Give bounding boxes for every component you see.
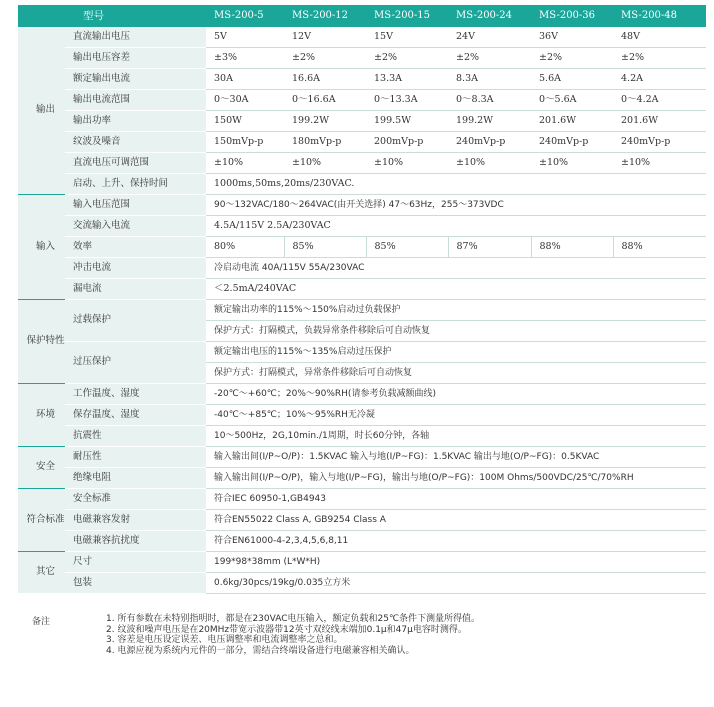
param-label: 直流输出电压 (65, 27, 206, 48)
cell-value: 180mVp-p (284, 131, 366, 152)
cell-value: 199.2W (448, 110, 531, 131)
cell-value: 保护方式：打隔模式，负载异常条件移除后可自动恢复 (206, 320, 706, 341)
param-label: 尺寸 (65, 551, 206, 572)
param-label: 电磁兼容发射 (65, 509, 206, 530)
table-row (18, 509, 706, 530)
cell-value: 200mVp-p (366, 131, 448, 152)
table-row (18, 110, 706, 131)
param-label: 交流输入电流 (65, 215, 206, 236)
category-protection: 保护特性 (18, 299, 65, 383)
cell-value: 0～5.6A (531, 89, 613, 110)
table-row (18, 383, 706, 404)
cell-value: 15V (366, 27, 448, 48)
cell-value: 额定输出电压的115%～135%启动过压保护 (206, 341, 706, 362)
param-label: 电磁兼容抗扰度 (65, 530, 206, 551)
header-model: MS-200-36 (531, 5, 613, 27)
header-type-label: 型号 (65, 5, 206, 27)
table-row (18, 404, 706, 425)
spec-table (18, 5, 706, 594)
table-row (18, 68, 706, 89)
table-row (18, 215, 706, 236)
table-row (18, 194, 706, 215)
cell-value: 85% (366, 236, 448, 257)
cell-value: 4.2A (613, 68, 706, 89)
param-label: 输出电压容差 (65, 47, 206, 68)
cell-value: 5.6A (531, 68, 613, 89)
param-label: 漏电流 (65, 278, 206, 299)
table-row (18, 173, 706, 194)
cell-value: 240mVp-p (531, 131, 613, 152)
param-label: 直流电压可调范围 (65, 152, 206, 173)
cell-value: 80% (206, 236, 284, 257)
header-model: MS-200-5 (206, 5, 284, 27)
cell-value: 13.3A (366, 68, 448, 89)
table-row (18, 425, 706, 446)
cell-value: ±2% (284, 47, 366, 68)
notes-list (106, 614, 480, 656)
cell-value: ±10% (206, 152, 284, 173)
cell-value: ±10% (366, 152, 448, 173)
cell-value: 8.3A (448, 68, 531, 89)
cell-value: ±2% (448, 47, 531, 68)
note-item: 3. 容差是电压设定误差、电压调整率和电流调整率之总和。 (106, 635, 343, 645)
cell-value: 0～30A (206, 89, 284, 110)
cell-value: 88% (613, 236, 706, 257)
table-row (18, 257, 706, 278)
cell-value: 符合EN61000-4-2,3,4,5,6,8,11 (206, 530, 706, 551)
cell-value: 201.6W (531, 110, 613, 131)
cell-value: ±10% (284, 152, 366, 173)
cell-value: ±3% (206, 47, 284, 68)
table-row (18, 488, 706, 509)
table-row (18, 89, 706, 110)
param-label: 安全标准 (65, 488, 206, 509)
cell-value: -20℃～+60℃；20%～90%RH(请参考负载减额曲线) (206, 383, 706, 404)
table-row (18, 446, 706, 467)
cell-value: 1000ms,50ms,20ms/230VAC. (206, 173, 706, 194)
category-input: 输入 (18, 194, 65, 299)
table-row (18, 152, 706, 173)
table-row (18, 131, 706, 152)
cell-value: 符合IEC 60950-1,GB4943 (206, 488, 706, 509)
cell-value: 5V (206, 27, 284, 48)
cell-value: 150mVp-p (206, 131, 284, 152)
note-item: 4. 电源应视为系统内元件的一部分，需结合终端设备进行电磁兼容相关确认。 (106, 645, 415, 656)
category-other: 其它 (18, 551, 65, 593)
cell-value: 36V (531, 27, 613, 48)
cell-value: 保护方式：打隔模式，异常条件移除后可自动恢复 (206, 362, 706, 383)
table-row (18, 551, 706, 572)
param-label: 额定输出电流 (65, 68, 206, 89)
cell-value: 12V (284, 27, 366, 48)
param-label: 冲击电流 (65, 257, 206, 278)
param-label: 工作温度、湿度 (65, 383, 206, 404)
cell-value: 199.2W (284, 110, 366, 131)
param-label: 过载保护 (65, 299, 206, 341)
cell-value: 240mVp-p (448, 131, 531, 152)
cell-value: 额定输出功率的115%～150%启动过负载保护 (206, 299, 706, 320)
cell-value: 符合EN55022 Class A, GB9254 Class A (206, 509, 706, 530)
cell-value: 199.5W (366, 110, 448, 131)
cell-value: 48V (613, 27, 706, 48)
param-label: 纹波及噪音 (65, 131, 206, 152)
cell-value: 30A (206, 68, 284, 89)
param-label: 输入电压范围 (65, 194, 206, 215)
table-row (18, 47, 706, 68)
param-label: 输出电流范围 (65, 89, 206, 110)
table-row (18, 341, 706, 362)
param-label: 保存温度、湿度 (65, 404, 206, 425)
cell-value: 冷启动电流 40A/115V 55A/230VAC (206, 257, 706, 278)
cell-value: 90～132VAC/180～264VAC(由开关选择) 47～63Hz，255～373VDC (206, 194, 706, 215)
cell-value: -40℃～+85℃；10%～95%RH无冷凝 (206, 404, 706, 425)
cell-value: 10～500Hz，2G,10min./1周期，时长60分钟，各轴 (206, 425, 706, 446)
cell-value: ±10% (531, 152, 613, 173)
table-row (18, 278, 706, 299)
param-label: 输出功率 (65, 110, 206, 131)
note-item: 1. 所有参数在未特别指明时，都是在230VAC电压输入，额定负载和25℃条件下测量所得值。 (106, 614, 481, 624)
cell-value: ±10% (613, 152, 706, 173)
cell-value: 0～4.2A (613, 89, 706, 110)
cell-value: 0.6kg/30pcs/19kg/0.035立方米 (206, 572, 706, 593)
spec-sheet (18, 5, 706, 594)
table-row (18, 467, 706, 488)
cell-value: 输入输出间(I/P~O/P)，输入与地(I/P~FG)，输出与地(O/P~FG)：100M Ohms/500VDC/25℃/70%RH (206, 467, 706, 488)
cell-value: 88% (531, 236, 613, 257)
param-label: 绝缘电阻 (65, 467, 206, 488)
notes-label: 备注 (32, 617, 51, 627)
table-row (18, 572, 706, 593)
category-safety: 安全 (18, 446, 65, 488)
cell-value: 87% (448, 236, 531, 257)
cell-value: 输入输出间(I/P~O/P)：1.5KVAC 输入与地(I/P~FG)：1.5KVAC 输出与地(O/P~FG)：0.5KVAC (206, 446, 706, 467)
cell-value: 0～13.3A (366, 89, 448, 110)
cell-value: 240mVp-p (613, 131, 706, 152)
header-model: MS-200-15 (366, 5, 448, 27)
table-row (18, 299, 706, 320)
cell-value: 201.6W (613, 110, 706, 131)
param-label: 效率 (65, 236, 206, 257)
param-label: 抗震性 (65, 425, 206, 446)
table-row (18, 236, 706, 257)
category-compliance: 符合标准 (18, 488, 65, 551)
cell-value: ＜2.5mA/240VAC (206, 278, 706, 299)
header-model: MS-200-12 (284, 5, 366, 27)
param-label: 耐压性 (65, 446, 206, 467)
header-model: MS-200-48 (613, 5, 706, 27)
table-row (18, 530, 706, 551)
cell-value: 0～16.6A (284, 89, 366, 110)
note-item: 2. 纹波和噪声电压是在20MHz带宽示波器带12英寸双绞线末端加0.1μ和47μ电容时测得。 (106, 624, 467, 635)
cell-value: 16.6A (284, 68, 366, 89)
cell-value: ±10% (448, 152, 531, 173)
category-environment: 环境 (18, 383, 65, 446)
cell-value: ±2% (366, 47, 448, 68)
param-label: 启动、上升、保持时间 (65, 173, 206, 194)
header-blank (18, 5, 65, 27)
cell-value: ±2% (531, 47, 613, 68)
param-label: 包装 (65, 572, 206, 593)
table-row (18, 27, 706, 48)
param-label: 过压保护 (65, 341, 206, 383)
cell-value: 24V (448, 27, 531, 48)
cell-value: 85% (284, 236, 366, 257)
cell-value: 0～8.3A (448, 89, 531, 110)
cell-value: ±2% (613, 47, 706, 68)
header-row (18, 5, 706, 27)
header-model: MS-200-24 (448, 5, 531, 27)
cell-value: 199*98*38mm (L*W*H) (206, 551, 706, 572)
category-output: 输出 (18, 27, 65, 195)
cell-value: 4.5A/115V 2.5A/230VAC (206, 215, 706, 236)
cell-value: 150W (206, 110, 284, 131)
